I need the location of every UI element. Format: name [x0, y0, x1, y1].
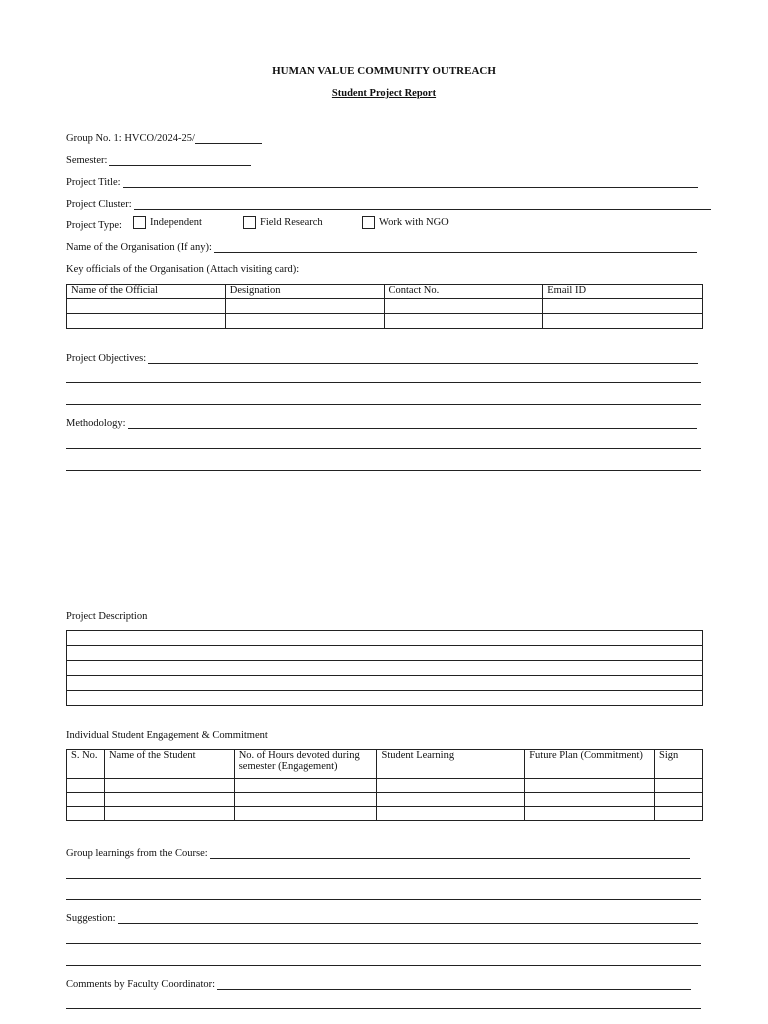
document-subtitle: Student Project Report: [331, 88, 437, 99]
suggestion-row: [66, 910, 698, 924]
organisation-row: [66, 239, 697, 253]
engagement-header-sno: S. No.: [67, 750, 105, 779]
engagement-cell[interactable]: [525, 779, 655, 793]
group-learnings-row: [66, 845, 690, 859]
description-line[interactable]: [67, 661, 703, 676]
engagement-cell[interactable]: [67, 793, 105, 807]
engagement-cell[interactable]: [655, 793, 703, 807]
key-officials-label: Key officials of the Organisation (Attach visiting card):: [66, 264, 300, 275]
engagement-cell[interactable]: [525, 793, 655, 807]
work-with-ngo-label: Work with NGO: [379, 217, 449, 228]
group-learnings-label: Group learnings from the Course:: [66, 848, 208, 859]
project-title-field[interactable]: [123, 177, 698, 188]
engagement-header-sign: Sign: [655, 750, 703, 779]
table-row: [67, 314, 703, 329]
group-no-label: Group No. 1: HVCO/2024-25/: [66, 133, 195, 144]
officials-cell[interactable]: [384, 299, 543, 314]
comments-field[interactable]: [217, 979, 691, 990]
engagement-cell[interactable]: [67, 779, 105, 793]
methodology-label: Methodology:: [66, 418, 126, 429]
field-research-label: Field Research: [260, 217, 323, 228]
project-description-label: Project Description: [66, 611, 148, 622]
engagement-label: Individual Student Engagement & Commitment: [66, 730, 268, 741]
organisation-label: Name of the Organisation (If any):: [66, 242, 212, 253]
document-title: HUMAN VALUE COMMUNITY OUTREACH: [272, 65, 496, 77]
work-with-ngo-checkbox[interactable]: [362, 216, 375, 229]
engagement-cell[interactable]: [67, 807, 105, 821]
independent-label: Independent: [150, 217, 202, 228]
independent-checkbox[interactable]: [133, 216, 146, 229]
description-line[interactable]: [67, 676, 703, 691]
engagement-row: [66, 727, 268, 741]
organisation-field[interactable]: [214, 242, 697, 253]
field-research-checkbox[interactable]: [243, 216, 256, 229]
engagement-cell[interactable]: [234, 779, 377, 793]
engagement-cell[interactable]: [655, 779, 703, 793]
project-title-row: [66, 174, 698, 188]
methodology-row: [66, 415, 697, 429]
option-field-research[interactable]: [243, 216, 323, 229]
engagement-header-future-plan: Future Plan (Commitment): [525, 750, 655, 779]
semester-label: Semester:: [66, 155, 108, 166]
group-learnings-field[interactable]: [210, 848, 690, 859]
suggestion-field[interactable]: [118, 913, 698, 924]
table-row: [67, 807, 703, 821]
engagement-cell[interactable]: [377, 807, 525, 821]
engagement-cell[interactable]: [234, 807, 377, 821]
table-row: [67, 793, 703, 807]
methodology-line[interactable]: [66, 448, 701, 449]
officials-header-name: Name of the Official: [67, 285, 226, 299]
officials-cell[interactable]: [384, 314, 543, 329]
engagement-cell[interactable]: [104, 779, 234, 793]
project-cluster-row: [66, 196, 711, 210]
project-objectives-label: Project Objectives:: [66, 353, 147, 364]
project-description-row: [66, 608, 147, 622]
project-type-label: Project Type:: [66, 220, 122, 231]
objectives-line[interactable]: [66, 404, 701, 405]
engagement-cell[interactable]: [655, 807, 703, 821]
comments-line[interactable]: [66, 1008, 701, 1009]
comments-label: Comments by Faculty Coordinator:: [66, 979, 216, 990]
group-learnings-line[interactable]: [66, 899, 701, 900]
engagement-cell[interactable]: [377, 793, 525, 807]
project-cluster-label: Project Cluster:: [66, 199, 132, 210]
comments-row: [66, 976, 691, 990]
officials-cell[interactable]: [543, 314, 703, 329]
engagement-header-learning: Student Learning: [377, 750, 525, 779]
table-row: [67, 779, 703, 793]
suggestion-label: Suggestion:: [66, 913, 116, 924]
description-line[interactable]: [67, 691, 703, 706]
project-objectives-field[interactable]: [148, 353, 698, 364]
group-no-row: [66, 130, 262, 144]
group-no-field[interactable]: [195, 133, 262, 144]
engagement-cell[interactable]: [525, 807, 655, 821]
table-row: [67, 299, 703, 314]
officials-header-contact: Contact No.: [384, 285, 543, 299]
engagement-cell[interactable]: [104, 793, 234, 807]
methodology-line[interactable]: [66, 470, 701, 471]
project-cluster-field[interactable]: [134, 199, 711, 210]
engagement-table: [66, 749, 703, 821]
officials-cell[interactable]: [543, 299, 703, 314]
engagement-cell[interactable]: [234, 793, 377, 807]
semester-field[interactable]: [109, 155, 251, 166]
officials-cell[interactable]: [225, 299, 384, 314]
project-type-row: [66, 217, 122, 231]
semester-row: [66, 152, 251, 166]
engagement-cell[interactable]: [377, 779, 525, 793]
description-line[interactable]: [67, 631, 703, 646]
project-title-label: Project Title:: [66, 177, 121, 188]
methodology-field[interactable]: [128, 418, 697, 429]
group-learnings-line[interactable]: [66, 878, 701, 879]
officials-header-email: Email ID: [543, 285, 703, 299]
officials-cell[interactable]: [67, 299, 226, 314]
key-officials-row: [66, 261, 299, 275]
officials-cell[interactable]: [225, 314, 384, 329]
project-description-table: [66, 630, 703, 706]
engagement-cell[interactable]: [104, 807, 234, 821]
engagement-header-hours: No. of Hours devoted during semester (Engagement): [234, 750, 377, 779]
officials-header-designation: Designation: [225, 285, 384, 299]
officials-table: [66, 284, 703, 329]
engagement-header-student-name: Name of the Student: [104, 750, 234, 779]
officials-cell[interactable]: [67, 314, 226, 329]
objectives-line[interactable]: [66, 382, 701, 383]
option-work-with-ngo[interactable]: [362, 216, 449, 229]
project-objectives-row: [66, 350, 698, 364]
suggestion-line[interactable]: [66, 943, 701, 944]
description-line[interactable]: [67, 646, 703, 661]
option-independent[interactable]: [133, 216, 202, 229]
suggestion-line[interactable]: [66, 965, 701, 966]
